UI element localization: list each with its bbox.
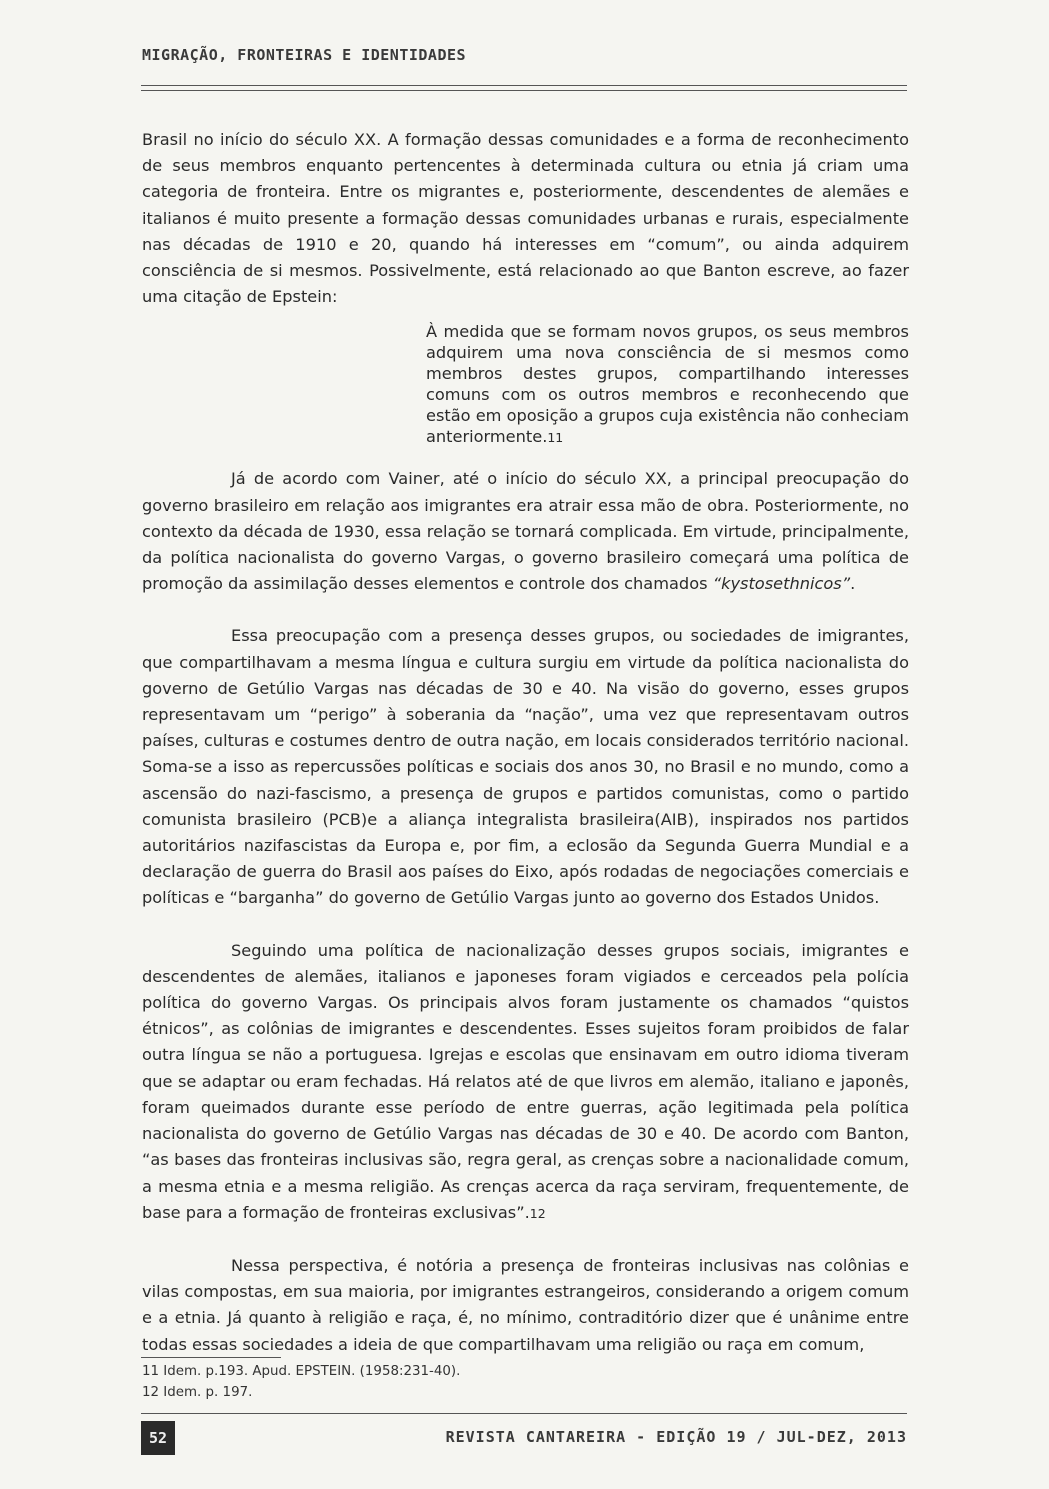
footnote-separator xyxy=(141,1357,281,1358)
page-number: 52 xyxy=(141,1421,175,1455)
running-title: MIGRAÇÃO, FRONTEIRAS E IDENTIDADES xyxy=(142,46,467,64)
paragraph-2-text: Já de acordo com Vainer, até o início do século XX, a principal preocupação do governo brasileiro em relação aos imigrantes era atrair essa mão de obra. Posteriormente, no contexto da década de 1930, essa relação se tornará complicada. Em virtude, principalmente, da política nacionalista do governo Vargas, o governo brasileiro começará uma política de promoção da assimilação desses elementos e controle dos chamados xyxy=(142,469,909,594)
paragraph-2-term: “kystosethnicos” xyxy=(712,574,851,594)
block-quote-text: À medida que se formam novos grupos, os seus membros adquirem uma nova consciência de si mesmos como membros destes grupos, compartilhando interesses comuns com os outros membros e reconhecendo que estão em oposição a grupos cuja existência não conheciam anteriormente. xyxy=(426,322,910,447)
paragraph-4-text: Seguindo uma política de nacionalização desses grupos sociais, imigrantes e descendentes de alemães, italianos e japoneses foram vigiados e cerceados pela polícia política do governo Vargas. Os principais alvos foram justamente os chamados “quistos étnicos”, as colônias de imigrantes e descendentes. Esses sujeitos foram proibidos de falar outra língua se não a portuguesa. Igrejas e escolas que ensinavam em outro idioma tiveram que se adaptar ou eram fechadas. Há relatos até de que livros em alemão, italiano e japonês, foram queimados durante esse período de entre guerras, ação legitimada pela política nacionalista do governo de Getúlio Vargas nas décadas de 30 e 40. De acordo com Banton, “as bases das fronteiras inclusivas são, regra geral, as crenças sobre a nacionalidade comum, a mesma etnia e a mesma religião. As crenças acerca da raça serviram, frequentemente, de base para a formação de fronteiras exclusivas”. xyxy=(142,940,909,1222)
journal-citation: REVISTA CANTAREIRA - EDIÇÃO 19 / JUL-DEZ, 2013 xyxy=(445,1428,907,1446)
footnote-12: 12 Idem. p. 197. xyxy=(142,1385,253,1400)
footer-rule xyxy=(141,1413,907,1414)
block-quote xyxy=(426,321,909,448)
paragraph-2 xyxy=(142,466,909,597)
paragraph-1: Brasil no início do século XX. A formação dessas comunidades e a forma de reconhecimento de seus membros enquanto pertencentes à determinada cultura ou etnia já criam uma categoria de fronteira. Entre os migrantes e, posteriormente, descendentes de alemães e italianos é muito presente a formação dessas comunidades urbanas e rurais, especialmente nas décadas de 1910 e 20, quando há interesses em “comum”, ou ainda adquirem consciência de si mesmos. Possivelmente, está relacionado ao que Banton escreve, ao fazer uma citação de Epstein: xyxy=(142,130,909,307)
header-rule-bottom xyxy=(141,90,907,91)
footnote-ref-12: 12 xyxy=(529,1205,546,1221)
paragraph-2-end: . xyxy=(850,574,856,594)
footnotes xyxy=(142,1361,460,1403)
paragraph-4 xyxy=(142,938,909,1227)
article-body xyxy=(142,127,909,1358)
footnote-ref-11: 11 xyxy=(547,430,564,446)
header-rule-top xyxy=(141,85,907,86)
paragraph-3: Essa preocupação com a presença desses grupos, ou sociedades de imigrantes, que compartilhavam a mesma língua e cultura surgiu em virtude da política nacionalista do governo de Getúlio Vargas nas décadas de 30 e 40. Na visão do governo, esses grupos representavam um “perigo” à soberania da “nação”, uma vez que representavam outros países, culturas e costumes dentro de outra nação, em locais considerados território nacional. Soma-se a isso as repercussões políticas e sociais dos anos 30, no Brasil e no mundo, como a ascensão do nazi-fascismo, a presença de grupos e partidos comunistas, como o partido comunista brasileiro (PCB)e a aliança integralista brasileira(AIB), inspirados nos partidos autoritários nazifascistas da Europa e, por fim, a eclosão da Segunda Guerra Mundial e a declaração de guerra do Brasil aos países do Eixo, após rodadas de negociações comerciais e políticas e “barganha” do governo de Getúlio Vargas junto ao governo dos Estados Unidos. xyxy=(142,626,909,908)
paragraph-5: Nessa perspectiva, é notória a presença de fronteiras inclusivas nas colônias e vilas compostas, em sua maioria, por imigrantes estrangeiros, considerando a origem comum e a etnia. Já quanto à religião e raça, é, no mínimo, contraditório dizer que é unânime entre todas essas sociedades a ideia de que compartilhavam uma religião ou raça em comum, xyxy=(142,1255,909,1354)
footnote-11: 11 Idem. p.193. Apud. EPSTEIN. (1958:231-40). xyxy=(142,1364,461,1379)
